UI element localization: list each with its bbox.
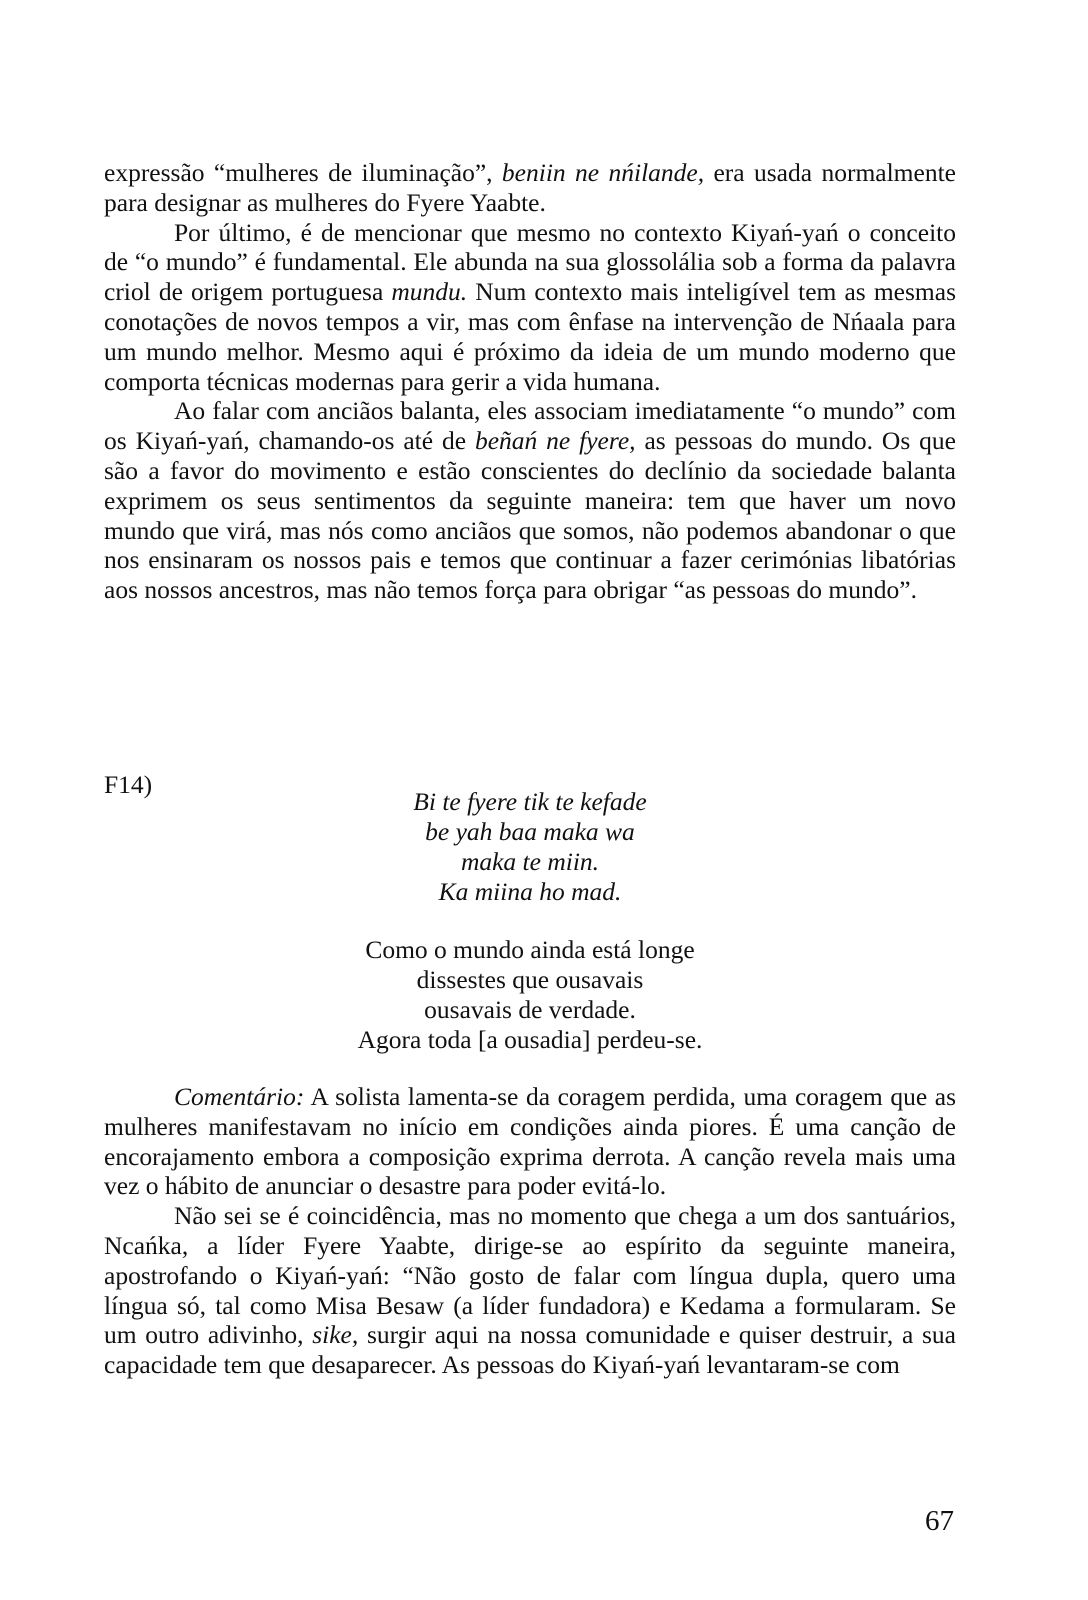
verse-line: Bi te fyere tik te kefade xyxy=(413,787,647,816)
paragraph-3: Ao falar com anciãos balanta, eles associam imediatamente “o mundo” com os Kiyań-yań, chamando-os até de beñań ne fyere, as pessoas do mundo. Os que são a favor do movimento e estão conscientes do declínio da sociedade balanta exprimem os seus sentimentos da seguinte maneira: tem que haver um novo mundo que virá, mas nós como anciãos que somos, não podemos abandonar o que nos ensinaram os nossos pais e temos que continuar a fazer cerimónias libatórias aos nossos ancestros, mas não temos força para obrigar “as pessoas do mundo”. xyxy=(104,396,956,605)
body-text-top xyxy=(104,158,956,605)
italic-term: beniin ne nńilande, xyxy=(501,158,705,187)
paragraph-1: expressão “mulheres de iluminação”, beniin ne nńilande, era usada normalmente para designar as mulheres do Fyere Yaabte. xyxy=(104,158,956,217)
verse-line: ousavais de verdade. xyxy=(424,995,636,1024)
paragraph-final: Não sei se é coincidência, mas no momento que chega a um dos santuários, Ncańka, a líder Fyere Yaabte, dirige-se ao espírito da seguinte maneira, apostrofando o Kiyań-yań: “Não gosto de falar com língua dupla, quero uma língua só, tal como Misa Besaw (a líder fundadora) e Kedama a formularam. Se um outro adivinho, sike, surgir aqui na nossa comunidade e quiser destruir, a sua capacidade tem que desaparecer. As pessoas do Kiyań-yań levantaram-se com xyxy=(104,1201,956,1380)
body-text-bottom xyxy=(104,1082,956,1380)
italic-term: sike, xyxy=(312,1320,359,1350)
verse-line: Como o mundo ainda está longe xyxy=(365,935,695,964)
italic-term: mundu. xyxy=(391,277,468,307)
comment-label: Comentário: xyxy=(174,1082,305,1111)
song-original-verse xyxy=(250,787,810,907)
song-translation-verse xyxy=(250,935,810,1055)
song-label: F14) xyxy=(104,770,153,799)
verse-line: Agora toda [a ousadia] perdeu-se. xyxy=(357,1025,703,1054)
page-number: 67 xyxy=(925,1505,954,1537)
italic-term: beñań ne fyere, xyxy=(474,426,636,456)
paragraph-2: Por último, é de mencionar que mesmo no contexto Kiyań-yań o conceito de “o mundo” é fundamental. Ele abunda na sua glossolália sob a forma da palavra criol de origem portuguesa mundu. Num contexto mais inteligível tem as mesmas conotações de novos tempos a vir, mas com ênfase na intervenção de Nńaala para um mundo melhor. Mesmo aqui é próximo da ideia de um mundo moderno que comporta técnicas modernas para gerir a vida humana. xyxy=(104,217,956,396)
comment-paragraph: Comentário: A solista lamenta-se da coragem perdida, uma coragem que as mulheres manifestavam no início em condições ainda piores. É uma canção de encorajamento embora a composição exprima derrota. A canção revela mais uma vez o hábito de anunciar o desastre para poder evitá-lo. xyxy=(104,1082,956,1201)
verse-line: Ka miina ho mad. xyxy=(438,877,622,906)
verse-line: dissestes que ousavais xyxy=(416,965,644,994)
verse-line: maka te miin. xyxy=(460,847,600,876)
verse-line: be yah baa maka wa xyxy=(425,817,635,846)
